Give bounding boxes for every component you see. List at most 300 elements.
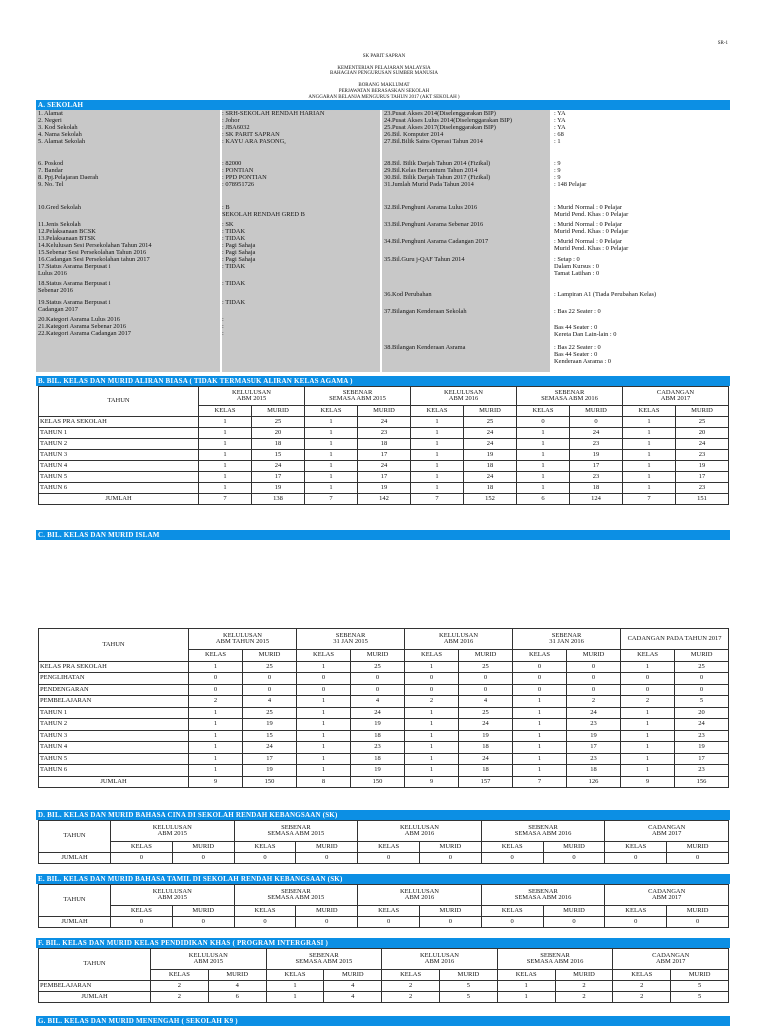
table-cell: 18 — [464, 483, 517, 494]
table-row — [39, 494, 729, 505]
table-cell: 0 — [513, 673, 567, 685]
column-group-header: SEBENAR SEMASA ABM 2016 — [481, 821, 605, 842]
table-row — [39, 684, 729, 696]
sub-header-murid: MURID — [296, 842, 358, 853]
table-cell: 0 — [621, 673, 675, 685]
field-value: : PPD PONTIAN — [222, 174, 267, 181]
table-cell: 24 — [358, 461, 411, 472]
sub-header-kelas: KELAS — [382, 970, 440, 981]
column-group-header: KELULUSAN ABM 2015 — [111, 821, 235, 842]
table-cell: 1 — [297, 719, 351, 731]
table-cell: 23 — [570, 472, 623, 483]
table-cell: 24 — [676, 439, 729, 450]
sub-header-murid: MURID — [675, 650, 729, 662]
sub-header-murid: MURID — [667, 906, 729, 917]
table-cell: 9 — [621, 776, 675, 788]
field-label: 37.Bilangan Kenderaan Sekolah — [384, 308, 467, 315]
table-cell: 0 — [570, 417, 623, 428]
table-cell: 2 — [382, 992, 440, 1003]
table-cell: 23 — [676, 483, 729, 494]
section-e-table — [38, 884, 729, 928]
field-label: 27.Bil.Bilik Sains Operasi Tahun 2014 — [384, 138, 483, 145]
row-label: TAHUN 6 — [39, 765, 189, 777]
field-value: : TIDAK — [222, 299, 246, 306]
column-group-header: CADANGAN ABM 2017 — [605, 885, 729, 906]
table-cell: 138 — [252, 494, 305, 505]
table-cell: 19 — [676, 461, 729, 472]
section-e-title: E. BIL. KELAS DAN MURID BAHASA TAMIL DI SEKOLAH RENDAH KEBANGSAAN (SK) — [36, 874, 730, 884]
field-value: : Murid Normal : 0 Pelajar — [554, 221, 622, 228]
field-label: 18.Status Asrama Berpusat i — [38, 280, 111, 287]
table-cell: 0 — [567, 661, 621, 673]
section-b-table — [38, 386, 729, 505]
table-cell: 1 — [199, 428, 252, 439]
table-cell: 1 — [405, 707, 459, 719]
row-label: TAHUN 5 — [39, 472, 199, 483]
field-label: 25.Pusat Akses 2017(Diselenggarakan BIP) — [384, 124, 496, 131]
table-cell: 2 — [405, 696, 459, 708]
column-group-header: SEBENAR SEMASA ABM 2015 — [266, 949, 382, 970]
table-cell: 5 — [671, 992, 729, 1003]
sub-header-kelas: KELAS — [605, 906, 667, 917]
sub-header-kelas: KELAS — [199, 406, 252, 417]
table-cell: 1 — [305, 439, 358, 450]
table-cell: 1 — [497, 981, 555, 992]
table-cell: 0 — [243, 684, 297, 696]
column-group-header: KELULUSAN ABM TAHUN 2015 — [189, 629, 297, 650]
table-cell: 1 — [305, 450, 358, 461]
table-row — [39, 765, 729, 777]
table-cell: 25 — [351, 661, 405, 673]
row-label: PEMBELAJARAN — [39, 981, 151, 992]
sub-header-murid: MURID — [419, 906, 481, 917]
table-cell: 1 — [623, 439, 676, 450]
table-cell: 0 — [543, 853, 605, 864]
table-cell: 1 — [513, 742, 567, 754]
table-cell: 0 — [517, 417, 570, 428]
table-cell: 1 — [199, 417, 252, 428]
field-label: 16.Cadangan Sesi Persekolahan tahun 2017 — [38, 256, 150, 263]
table-cell: 0 — [605, 917, 667, 928]
table-cell: 24 — [675, 719, 729, 731]
table-cell: 24 — [252, 461, 305, 472]
table-cell: 1 — [405, 765, 459, 777]
table-cell: 0 — [605, 853, 667, 864]
field-label: 23.Pusat Akses 2014(Diselenggarakan BIP) — [384, 110, 496, 117]
field-value: : Murid Normal : 0 Pelajar — [554, 238, 622, 245]
sub-header-murid: MURID — [567, 650, 621, 662]
table-cell: 25 — [243, 707, 297, 719]
section-c-table — [38, 628, 729, 788]
section-f-title: F. BIL. KELAS DAN MURID KELAS PENDIDIKAN KHAS ( PROGRAM INTERGRASI ) — [36, 938, 730, 948]
table-cell: 25 — [252, 417, 305, 428]
table-cell: 0 — [172, 853, 234, 864]
table-cell: 0 — [567, 684, 621, 696]
table-cell: 1 — [497, 992, 555, 1003]
field-label: 28.Bil. Bilik Darjah Tahun 2014 (Fizikal) — [384, 160, 491, 167]
field-value: : YA — [554, 110, 566, 117]
table-cell: 9 — [405, 776, 459, 788]
table-row — [39, 707, 729, 719]
table-cell: 20 — [675, 707, 729, 719]
table-cell: 17 — [567, 742, 621, 754]
row-label: TAHUN 5 — [39, 753, 189, 765]
field-value: : JBA6032 — [222, 124, 250, 131]
table-cell: 0 — [567, 673, 621, 685]
table-cell: 1 — [189, 742, 243, 754]
table-cell: 1 — [199, 450, 252, 461]
sub-header-kelas: KELAS — [497, 970, 555, 981]
table-cell: 1 — [623, 461, 676, 472]
sub-header-murid: MURID — [172, 906, 234, 917]
table-cell: 0 — [358, 853, 420, 864]
sub-header-kelas: KELAS — [111, 906, 173, 917]
table-cell: 0 — [351, 673, 405, 685]
sub-header-murid: MURID — [419, 842, 481, 853]
table-cell: 24 — [464, 439, 517, 450]
field-value: Murid Pend. Khas : 0 Pelajar — [554, 211, 629, 218]
table-cell: 23 — [675, 730, 729, 742]
table-cell: 5 — [671, 981, 729, 992]
table-cell: 1 — [189, 719, 243, 731]
row-label: TAHUN 6 — [39, 483, 199, 494]
table-cell: 1 — [517, 461, 570, 472]
table-cell: 1 — [623, 428, 676, 439]
table-cell: 7 — [513, 776, 567, 788]
field-value: : YA — [554, 117, 566, 124]
column-group-header: CADANGAN ABM 2017 — [605, 821, 729, 842]
table-cell: 7 — [305, 494, 358, 505]
table-row — [39, 439, 729, 450]
table-row — [39, 753, 729, 765]
sub-header-kelas: KELAS — [623, 406, 676, 417]
row-label: JUMLAH — [39, 853, 111, 864]
table-cell: 142 — [358, 494, 411, 505]
field-label: 35.Bil.Guru j-QAF Tahun 2014 — [384, 256, 465, 263]
table-cell: 0 — [543, 917, 605, 928]
table-cell: 25 — [676, 417, 729, 428]
table-cell: 1 — [517, 450, 570, 461]
table-cell: 2 — [382, 981, 440, 992]
row-label: JUMLAH — [39, 494, 199, 505]
field-label: 13.Pelaksanaan BTSK — [38, 235, 96, 242]
column-group-header: KELULUSAN ABM 2016 — [358, 885, 482, 906]
field-value: : 078951726 — [222, 181, 255, 188]
table-cell: 19 — [358, 483, 411, 494]
table-cell: 24 — [351, 707, 405, 719]
sub-header-kelas: KELAS — [621, 650, 675, 662]
table-cell: 1 — [621, 753, 675, 765]
table-cell: 19 — [675, 742, 729, 754]
field-label: 29.Bil.Kelas Bercantum Tahun 2014 — [384, 167, 478, 174]
table-cell: 1 — [305, 483, 358, 494]
table-cell: 24 — [358, 417, 411, 428]
table-cell: 24 — [570, 428, 623, 439]
table-cell: 1 — [405, 730, 459, 742]
table-cell: 25 — [464, 417, 517, 428]
table-cell: 1 — [305, 461, 358, 472]
field-label: 33.Bil.Penghuni Asrama Sebenar 2016 — [384, 221, 484, 228]
field-value: : Pagi Sahaja — [222, 242, 256, 249]
table-cell: 1 — [297, 661, 351, 673]
field-value: Murid Pend. Khas : 0 Pelajar — [554, 228, 629, 235]
field-label: 12.Pelaksanaan BCSK — [38, 228, 96, 235]
field-label: 34.Bil.Penghuni Asrama Cadangan 2017 — [384, 238, 489, 245]
field-value: : 9 — [554, 167, 561, 174]
field-value: : 68 — [554, 131, 564, 138]
table-cell: 1 — [297, 742, 351, 754]
field-value: Tamat Latihan : 0 — [554, 270, 600, 277]
table-row — [39, 917, 729, 928]
sub-header-kelas: KELAS — [517, 406, 570, 417]
table-cell: 23 — [570, 439, 623, 450]
column-group-header: SEBENAR SEMASA ABM 2016 — [517, 387, 623, 406]
row-label: PENGLIHATAN — [39, 673, 189, 685]
column-group-header: CADANGAN ABM 2017 — [613, 949, 729, 970]
field-value: : 148 Pelajar — [554, 181, 587, 188]
field-label: 11.Jenis Sekolah — [38, 221, 81, 228]
table-cell: 1 — [266, 981, 324, 992]
table-cell: 15 — [243, 730, 297, 742]
field-value: : 1 — [554, 138, 561, 145]
field-label: 38.Bilangan Kenderaan Asrama — [384, 344, 466, 351]
table-cell: 1 — [411, 483, 464, 494]
table-cell: 0 — [419, 853, 481, 864]
table-cell: 1 — [517, 472, 570, 483]
table-cell: 1 — [411, 428, 464, 439]
table-cell: 4 — [351, 696, 405, 708]
column-group-header: SEBENAR SEMASA ABM 2015 — [305, 387, 411, 406]
table-cell: 17 — [252, 472, 305, 483]
table-cell: 0 — [234, 853, 296, 864]
table-cell: 19 — [459, 730, 513, 742]
row-label: JUMLAH — [39, 776, 189, 788]
table-row — [39, 483, 729, 494]
table-cell: 20 — [252, 428, 305, 439]
table-cell: 0 — [296, 853, 358, 864]
column-group-header: SEBENAR 31 JAN 2015 — [297, 629, 405, 650]
table-cell: 1 — [623, 483, 676, 494]
row-label: TAHUN 3 — [39, 730, 189, 742]
table-cell: 1 — [513, 696, 567, 708]
table-cell: 1 — [513, 753, 567, 765]
table-cell: 1 — [297, 765, 351, 777]
table-cell: 25 — [459, 707, 513, 719]
table-cell: 1 — [405, 719, 459, 731]
table-cell: 1 — [513, 707, 567, 719]
sub-header-murid: MURID — [351, 650, 405, 662]
section-a-school-info — [36, 110, 730, 372]
table-cell: 1 — [411, 439, 464, 450]
table-cell: 1 — [405, 661, 459, 673]
table-cell: 1 — [623, 450, 676, 461]
header-line: ANGGARAN BELANJA MENGURUS TAHUN 2017 (AKT SEKOLAH ) — [308, 94, 460, 100]
table-cell: 1 — [411, 461, 464, 472]
field-label: Lulus 2016 — [38, 270, 67, 277]
sub-header-murid: MURID — [252, 406, 305, 417]
column-group-header: SEBENAR SEMASA ABM 2016 — [481, 885, 605, 906]
table-cell: 1 — [199, 461, 252, 472]
table-cell: 1 — [189, 753, 243, 765]
table-cell: 17 — [358, 450, 411, 461]
field-value: : Pagi Sahaja — [222, 256, 256, 263]
table-cell: 23 — [676, 450, 729, 461]
field-label: 5. Alamat Sekolah — [38, 138, 86, 145]
column-group-header: KELULUSAN ABM 2015 — [151, 949, 267, 970]
table-cell: 0 — [675, 684, 729, 696]
sub-header-murid: MURID — [543, 842, 605, 853]
table-cell: 23 — [567, 719, 621, 731]
column-group-header: KELULUSAN ABM 2015 — [111, 885, 235, 906]
field-value: : PONTIAN — [222, 167, 254, 174]
row-label: KELAS PRA SEKOLAH — [39, 661, 189, 673]
field-value: : YA — [554, 124, 566, 131]
table-cell: 0 — [459, 684, 513, 696]
table-cell: 25 — [243, 661, 297, 673]
table-cell: 0 — [111, 853, 173, 864]
sub-header-kelas: KELAS — [358, 906, 420, 917]
table-cell: 0 — [675, 673, 729, 685]
table-cell: 19 — [570, 450, 623, 461]
table-cell: 23 — [351, 742, 405, 754]
sub-header-murid: MURID — [172, 842, 234, 853]
header-line: BORANG MAKLUMAT — [358, 83, 410, 88]
field-label: 31.Jumlah Murid Pada Tahun 2014 — [384, 181, 474, 188]
table-cell: 0 — [234, 917, 296, 928]
table-cell: 7 — [623, 494, 676, 505]
table-row — [39, 461, 729, 472]
table-cell: 0 — [405, 673, 459, 685]
field-value: : Pagi Sahaja — [222, 249, 256, 256]
sub-header-murid: MURID — [243, 650, 297, 662]
sub-header-kelas: KELAS — [234, 842, 296, 853]
table-cell: 1 — [517, 428, 570, 439]
table-row — [39, 428, 729, 439]
field-value: Murid Pend. Khas : 0 Pelajar — [554, 245, 629, 252]
row-label: TAHUN 4 — [39, 461, 199, 472]
table-cell: 5 — [439, 992, 497, 1003]
table-cell: 24 — [459, 719, 513, 731]
table-cell: 18 — [351, 730, 405, 742]
row-label: TAHUN 3 — [39, 450, 199, 461]
table-row — [39, 696, 729, 708]
field-value: : SK — [222, 221, 234, 228]
table-cell: 4 — [324, 992, 382, 1003]
sub-header-kelas: KELAS — [151, 970, 209, 981]
field-value: : — [222, 323, 224, 330]
table-cell: 23 — [358, 428, 411, 439]
table-cell: 1 — [297, 696, 351, 708]
sub-header-murid: MURID — [208, 970, 266, 981]
table-cell: 1 — [297, 707, 351, 719]
field-value: : Lampiran A1 (Tiada Perubahan Kelas) — [554, 291, 657, 298]
field-value: : Bas 22 Seater : 0 — [554, 344, 601, 351]
table-cell: 20 — [676, 428, 729, 439]
field-value: : Bas 22 Seater : 0 — [554, 308, 601, 315]
sub-header-kelas: KELAS — [358, 842, 420, 853]
table-row — [39, 472, 729, 483]
sub-header-murid: MURID — [324, 970, 382, 981]
field-label: 7. Bandar — [38, 167, 63, 174]
field-label: 15.Sebenar Sesi Persekolahan Tahun 2016 — [38, 249, 147, 256]
table-cell: 23 — [675, 765, 729, 777]
column-group-header: SEBENAR SEMASA ABM 2015 — [234, 885, 358, 906]
table-cell: 0 — [481, 917, 543, 928]
field-value: : 9 — [554, 160, 561, 167]
table-cell: 23 — [567, 753, 621, 765]
table-row — [39, 450, 729, 461]
sub-header-murid: MURID — [464, 406, 517, 417]
table-cell: 2 — [621, 696, 675, 708]
row-label: TAHUN 2 — [39, 439, 199, 450]
table-cell: 19 — [351, 765, 405, 777]
table-cell: 5 — [439, 981, 497, 992]
table-row — [39, 853, 729, 864]
table-row — [39, 992, 729, 1003]
table-cell: 4 — [459, 696, 513, 708]
column-group-header: KELULUSAN ABM 2016 — [382, 949, 498, 970]
sub-header-murid: MURID — [543, 906, 605, 917]
header-tahun: TAHUN — [39, 821, 111, 853]
field-label: 22.Kategori Asrama Cadangan 2017 — [38, 330, 131, 337]
table-cell: 17 — [676, 472, 729, 483]
table-cell: 0 — [297, 684, 351, 696]
table-cell: 1 — [305, 417, 358, 428]
section-f-table — [38, 948, 729, 1003]
field-label: 36.Kod Perubahan — [384, 291, 432, 298]
table-cell: 9 — [189, 776, 243, 788]
table-row — [39, 673, 729, 685]
table-cell: 17 — [243, 753, 297, 765]
header-tahun: TAHUN — [39, 949, 151, 981]
table-cell: 1 — [199, 439, 252, 450]
table-cell: 1 — [411, 450, 464, 461]
table-cell: 1 — [199, 483, 252, 494]
table-cell: 0 — [405, 684, 459, 696]
table-row — [39, 417, 729, 428]
table-cell: 1 — [305, 472, 358, 483]
field-value: Kenderaan Asrama : 0 — [554, 358, 611, 365]
table-row — [39, 730, 729, 742]
field-label: 3. Kod Sekolah — [38, 124, 78, 131]
sub-header-murid: MURID — [671, 970, 729, 981]
field-value: Kereta Dan Lain-lain : 0 — [554, 331, 617, 338]
field-value: Dalam Kursus : 0 — [554, 263, 599, 270]
sub-header-kelas: KELAS — [305, 406, 358, 417]
table-cell: 5 — [675, 696, 729, 708]
field-value: : KAYU ARA PASONG, — [222, 138, 286, 145]
table-cell: 19 — [567, 730, 621, 742]
field-label: 4. Nama Sekolah — [38, 131, 82, 138]
table-cell: 1 — [621, 730, 675, 742]
table-cell: 2 — [151, 992, 209, 1003]
table-cell: 18 — [464, 461, 517, 472]
field-label: 10.Gred Sekolah — [38, 204, 81, 211]
table-cell: 24 — [567, 707, 621, 719]
field-value: : Johor — [222, 117, 240, 124]
sub-header-kelas: KELAS — [411, 406, 464, 417]
page-number: SR-1 — [717, 41, 728, 46]
table-cell: 18 — [459, 765, 513, 777]
table-cell: 151 — [676, 494, 729, 505]
table-cell: 0 — [513, 684, 567, 696]
table-cell: 18 — [567, 765, 621, 777]
column-group-header: SEBENAR 31 JAN 2016 — [513, 629, 621, 650]
sub-header-murid: MURID — [439, 970, 497, 981]
header-line: BAHAGIAN PENGURUSAN SUMBER MANUSIA — [330, 71, 438, 77]
sub-header-kelas: KELAS — [297, 650, 351, 662]
table-cell: 1 — [621, 742, 675, 754]
